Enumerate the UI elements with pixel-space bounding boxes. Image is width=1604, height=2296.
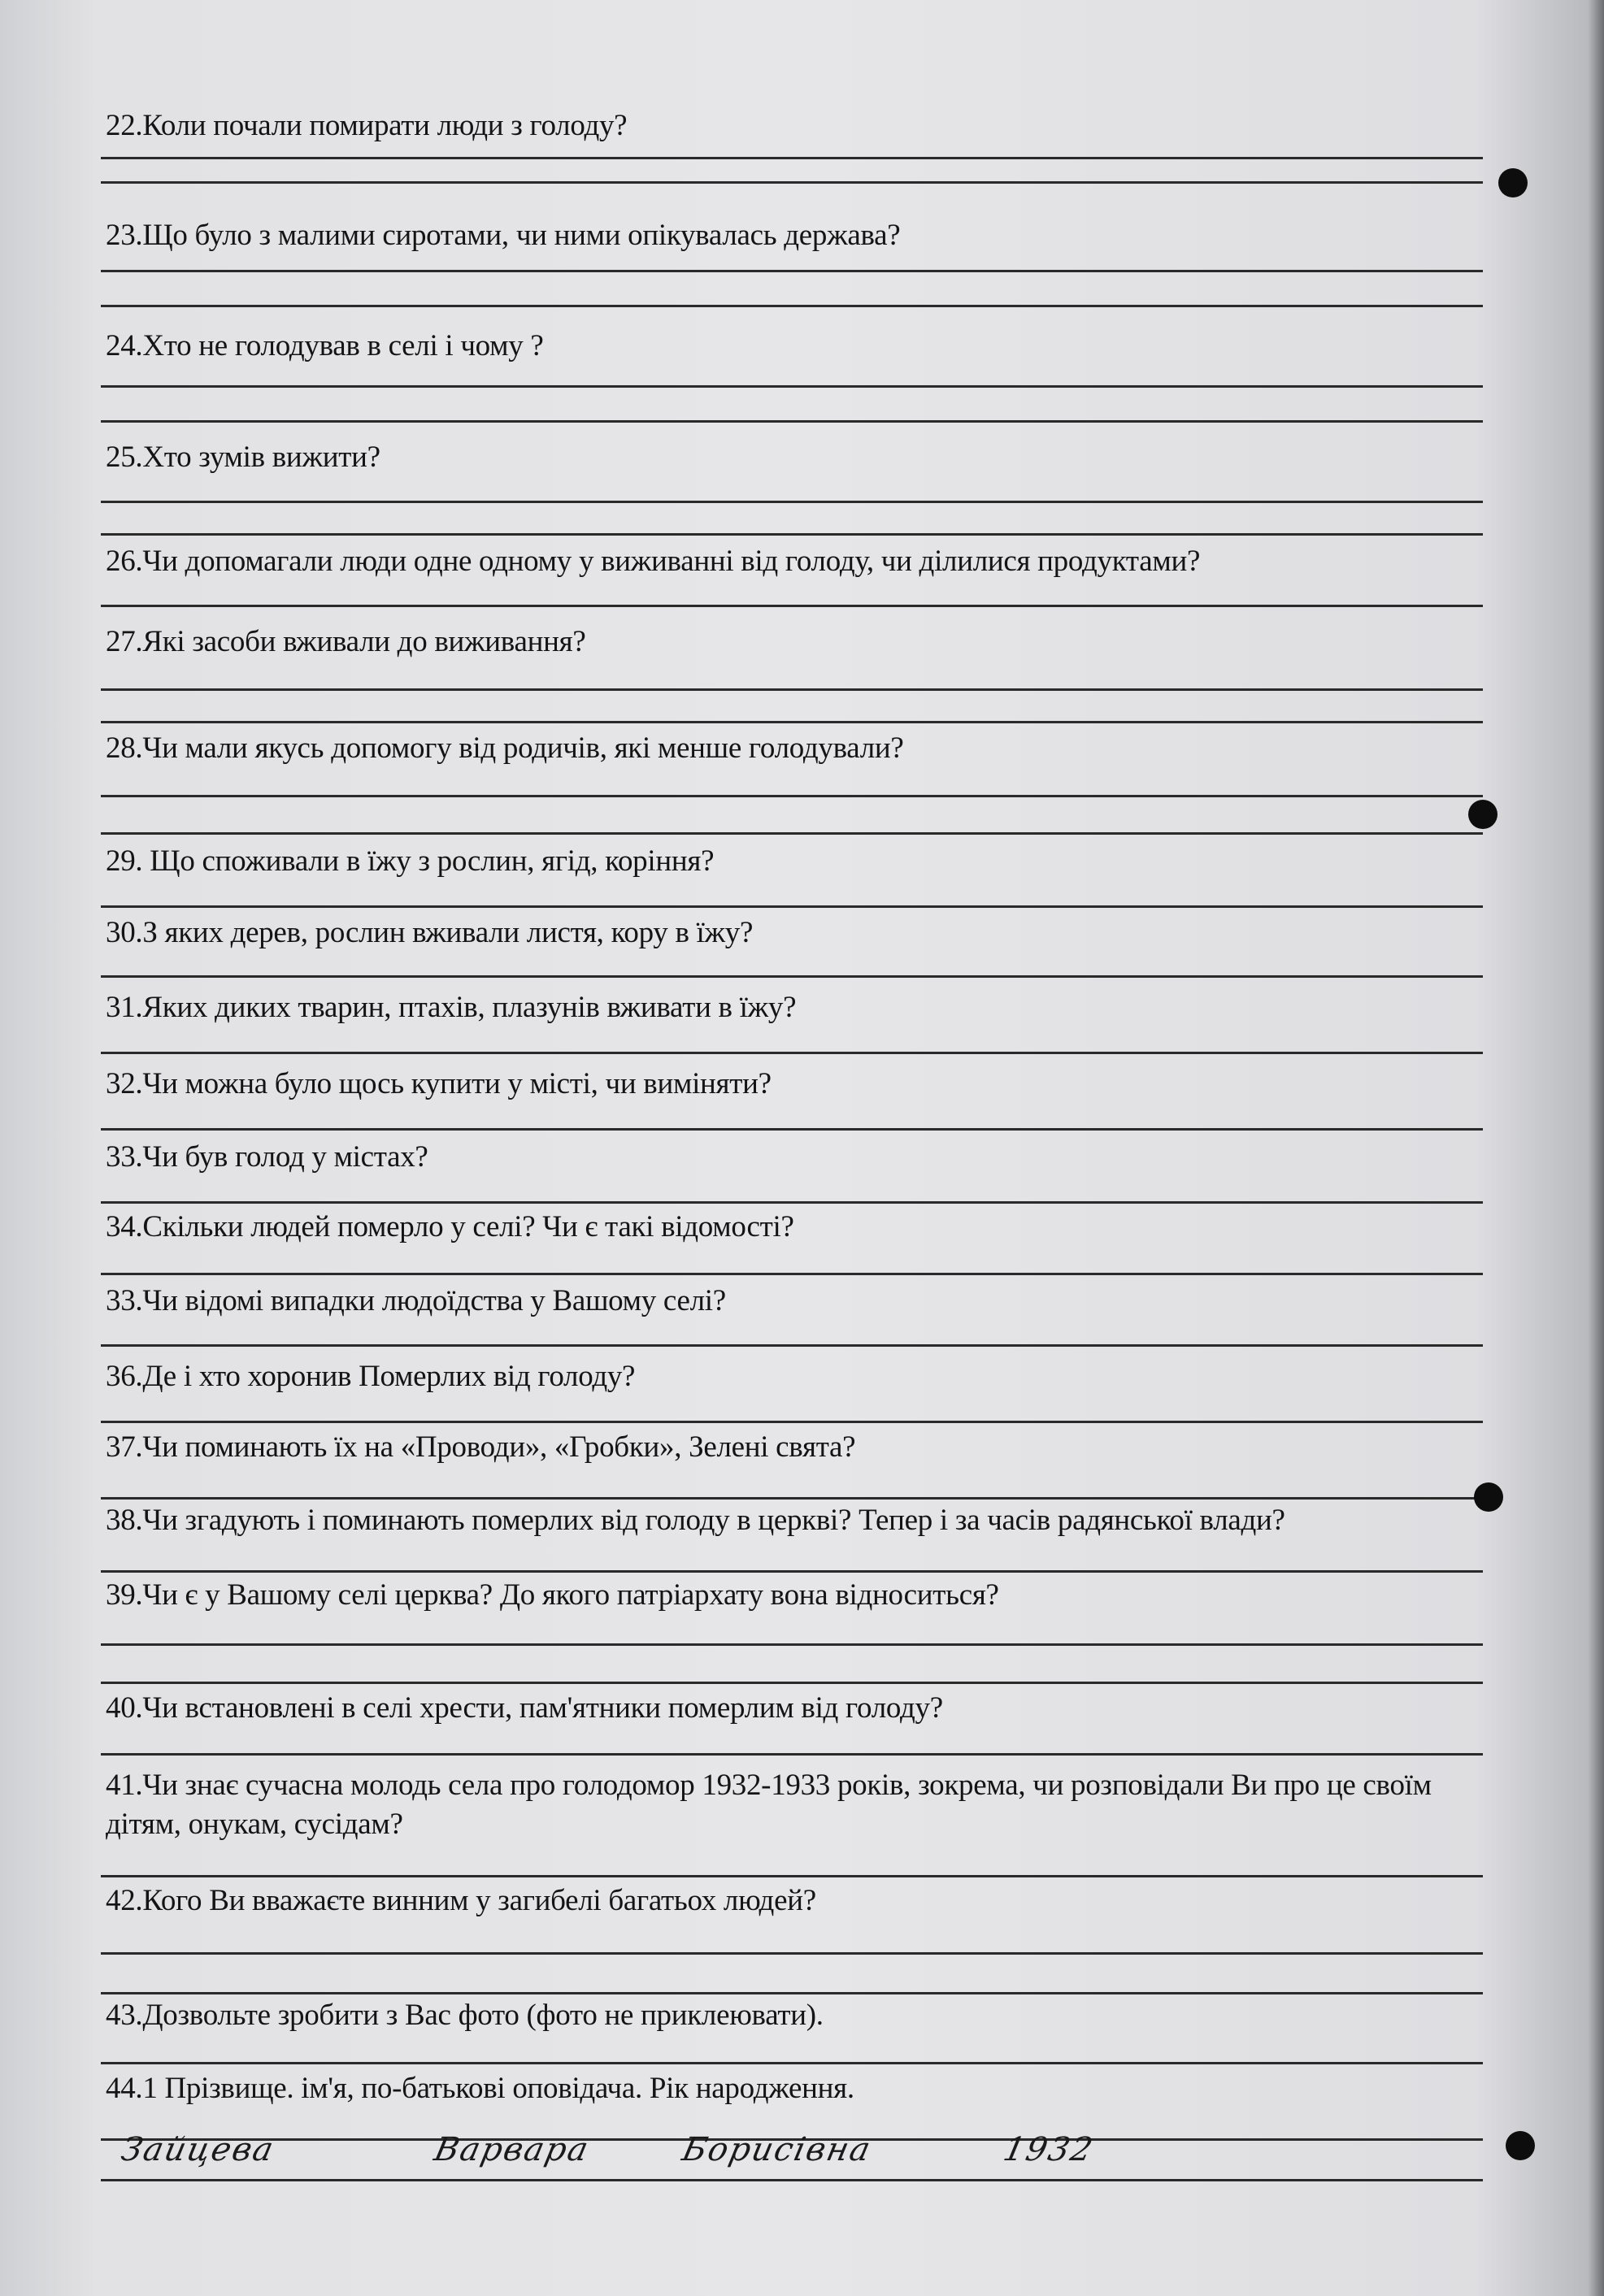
handwritten-birth-year: 1932	[1000, 2131, 1098, 2168]
handwritten-surname: Зайцева	[118, 2131, 279, 2168]
question-20: 41.Чи знає сучасна молодь села про голодомор 1932-1933 років, зокрема, чи розповідали Ви про це своїм дітям, онукам, сусідам?	[106, 1769, 1432, 1842]
answer-line	[101, 1875, 1483, 1877]
question-22: 43.Дозвольте зробити з Вас фото (фото не приклеювати).	[106, 1998, 824, 2032]
answer-line	[101, 305, 1483, 307]
answer-line	[101, 721, 1483, 723]
question-12: 33.Чи був голод у містах?	[106, 1139, 428, 1174]
question-10: 31.Яких диких тварин, птахів, плазунів вживати в їжу?	[106, 991, 797, 1025]
answer-line	[101, 688, 1483, 691]
answer-line	[101, 2179, 1483, 2181]
answer-line	[101, 1992, 1483, 1994]
answer-line	[101, 795, 1483, 797]
answer-line	[101, 605, 1483, 607]
answer-line	[101, 1497, 1483, 1500]
question-6: 27.Які засоби вживали до виживання?	[106, 624, 586, 658]
answer-line	[101, 1643, 1483, 1646]
punch-hole	[1468, 800, 1498, 829]
answer-line	[101, 1682, 1483, 1684]
answer-line	[101, 1201, 1483, 1204]
question-19: 40.Чи встановлені в селі хрести, пам'ятники померлим від голоду?	[106, 1691, 943, 1725]
question-21: 42.Кого Ви вважаєте винним у загибелі багатьох людей?	[106, 1884, 816, 1918]
answer-line	[101, 1273, 1483, 1275]
question-2: 23.Що було з малими сиротами, чи ними опікувалась держава?	[106, 219, 901, 253]
answer-line	[101, 157, 1483, 159]
question-9: 30.З яких дерев, рослин вживали листя, кору в їжу?	[106, 916, 754, 950]
question-8: 29. Що споживали в їжу з рослин, ягід, коріння?	[106, 844, 715, 878]
answer-line	[101, 1570, 1483, 1573]
answer-line	[101, 1128, 1483, 1131]
question-13: 34.Скільки людей померло у селі? Чи є такі відомості?	[106, 1210, 794, 1244]
answer-line	[101, 420, 1483, 423]
answer-line	[101, 832, 1483, 835]
handwritten-name: Варвара	[431, 2131, 593, 2168]
question-1: 22.Коли почали помирати люди з голоду?	[106, 109, 628, 143]
answer-line	[101, 975, 1483, 978]
answer-line	[101, 1753, 1483, 1756]
question-16: 37.Чи поминають їх на «Проводи», «Гробки», Зелені свята?	[106, 1430, 856, 1464]
answer-line	[101, 1344, 1483, 1347]
question-4: 25.Хто зумів вижити?	[106, 440, 380, 474]
answer-line	[101, 533, 1483, 536]
answer-line	[101, 1952, 1483, 1955]
answer-line	[101, 1052, 1483, 1054]
question-7: 28.Чи мали якусь допомогу від родичів, які менше голодували?	[106, 731, 904, 766]
answer-line	[101, 270, 1483, 272]
question-15: 36.Де і хто хоронив Померлих від голоду?	[106, 1360, 636, 1394]
punch-hole	[1474, 1482, 1503, 1512]
question-23: 44.1 Прізвище. ім'я, по-батькові оповідача. Рік народження.	[106, 2072, 854, 2106]
answer-line	[101, 385, 1483, 388]
answer-line	[101, 1421, 1483, 1423]
answer-line	[101, 181, 1483, 184]
handwritten-patronymic: Борисівна	[679, 2131, 876, 2168]
answer-line	[101, 501, 1483, 503]
punch-hole	[1506, 2131, 1535, 2160]
question-5: 26.Чи допомагали люди одне одному у виживанні від голоду, чи ділилися продуктами?	[106, 544, 1201, 578]
answer-line	[101, 2062, 1483, 2064]
question-3: 24.Хто не голодував в селі і чому ?	[106, 328, 544, 362]
question-18: 39.Чи є у Вашому селі церква? До якого патріархату вона відноситься?	[106, 1578, 999, 1612]
punch-hole	[1498, 168, 1528, 197]
answer-line	[101, 905, 1483, 908]
question-17: 38.Чи згадують і поминають померлих від голоду в церкві? Тепер і за часів радянської влади?	[106, 1503, 1285, 1537]
question-14: 33.Чи відомі випадки людоїдства у Вашому селі?	[106, 1283, 726, 1317]
question-11: 32.Чи можна було щось купити у місті, чи виміняти?	[106, 1066, 772, 1100]
